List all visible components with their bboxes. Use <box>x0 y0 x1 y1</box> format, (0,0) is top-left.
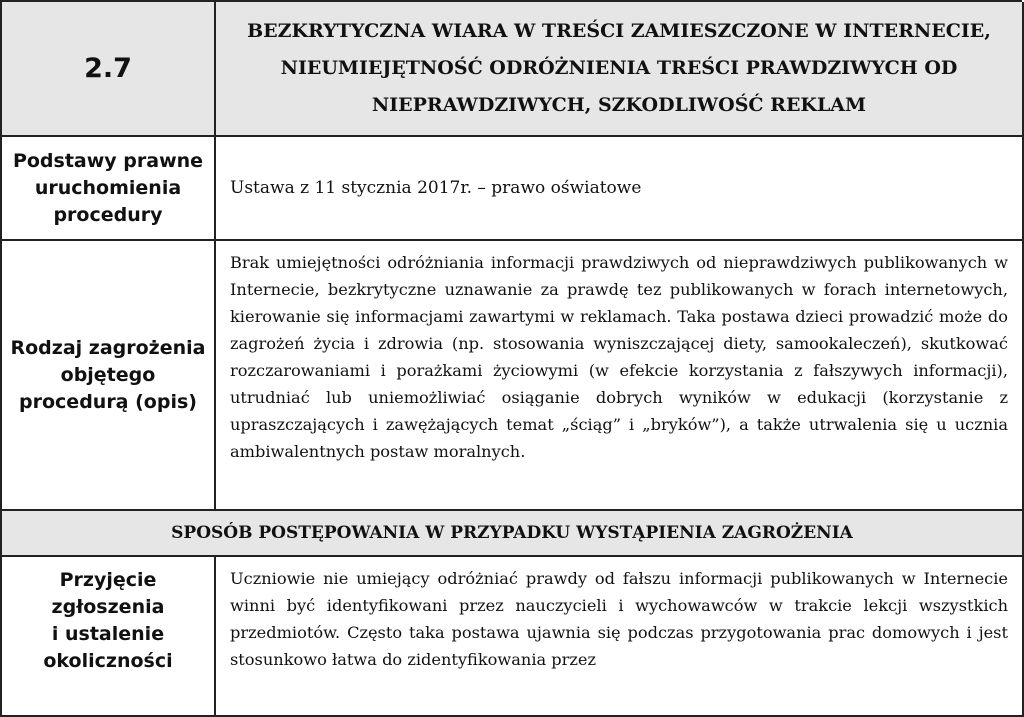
threat-description: Brak umiejętności odróżniania informacji prawdziwych od nieprawdziwych publikowanych w Internecie, bezkrytyczne uznawanie za prawdę tez publikowanych w forach internetowych, kierowanie się informacjami zawartymi w reklamach. Taka postawa dzieci prowadzić może do zagrożeń życia i zdrowia (np. stosowania wyniszczającej diety, samookaleczeń), skutkować rozczarowaniami i porażkami życiowymi (w efekcie korzystania z fałszywych informacji), utrudniać lub uniemożliwiać osiąganie dobrych wyników w edukacji (korzystanie z upraszczających i zawężających temat „ściąg” i „bryków”), a także utrwalenia się u ucznia ambiwalentnych postaw moralnych. <box>230 253 1008 461</box>
label-line: zgłoszenia <box>51 596 165 618</box>
section-header <box>2 511 1024 557</box>
intake-label-cell <box>2 557 216 717</box>
label-line: procedury <box>53 203 163 226</box>
label-line: uruchomienia <box>34 176 182 199</box>
label-line: Rodzaj zagrożenia <box>10 336 206 359</box>
section-title: SPOSÓB POSTĘPOWANIA W PRZYPADKU WYSTĄPIENIA ZAGROŻENIA <box>171 523 853 543</box>
procedure-number-cell <box>2 2 216 137</box>
legal-basis-label-cell <box>2 137 216 241</box>
intake-label <box>43 567 172 675</box>
label-line: okoliczności <box>43 650 173 672</box>
label-line: Podstawy prawne <box>12 149 204 172</box>
label-line: i ustalenie <box>51 623 165 645</box>
threat-description-cell <box>216 241 1024 511</box>
intake-description-cell <box>216 557 1024 717</box>
procedure-number: 2.7 <box>84 53 132 84</box>
procedure-title-cell <box>216 2 1024 137</box>
intake-description: Uczniowie nie umiejący odróżniać prawdy od fałszu informacji publikowanych w Internecie winni być identyfikowani przez nauczycieli i wychowawców w trakcie lekcji wszystkich przedmiotów. Często taka postawa ujawnia się podczas przygotowania prac domowych i jest stosunkowo łatwa do zidentyfikowania przez <box>230 569 1008 669</box>
procedure-title-line: BEZKRYTYCZNA WIARA W TREŚCI ZAMIESZCZONE W INTERNECIE, <box>247 20 991 42</box>
procedure-title-line: NIEUMIEJĘTNOŚĆ ODRÓŻNIENIA TREŚCI PRAWDZIWYCH OD <box>280 57 958 79</box>
legal-basis-label <box>13 148 203 229</box>
threat-label-cell <box>2 241 216 511</box>
procedure-title-line: NIEPRAWDZIWYCH, SZKODLIWOŚĆ REKLAM <box>371 94 867 116</box>
threat-label <box>10 335 205 416</box>
legal-basis-value: Ustawa z 11 stycznia 2017r. – prawo oświatowe <box>230 178 642 198</box>
legal-basis-value-cell <box>216 137 1024 241</box>
label-line: objętego <box>60 363 156 386</box>
label-line: Przyjęcie <box>59 569 157 591</box>
procedure-title <box>247 13 991 124</box>
label-line: procedurą (opis) <box>19 390 197 413</box>
